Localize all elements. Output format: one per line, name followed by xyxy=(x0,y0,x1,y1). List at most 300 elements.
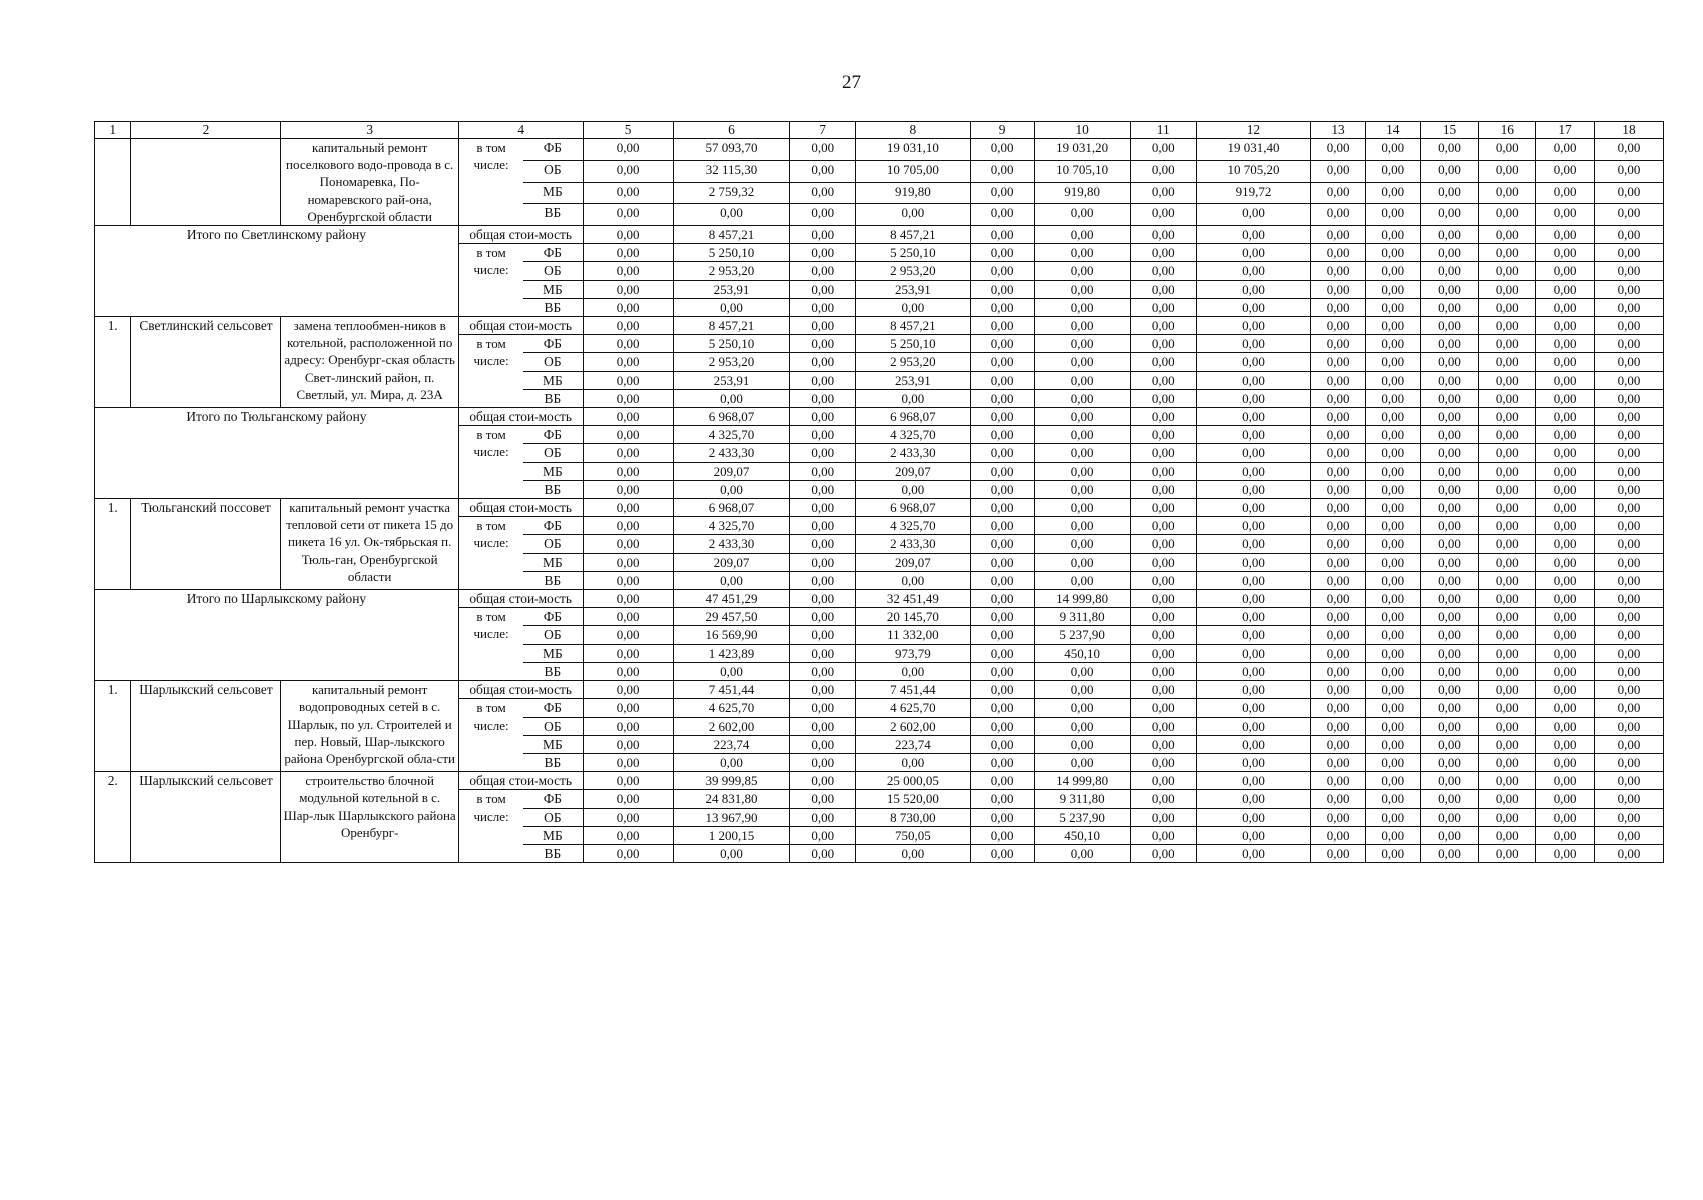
value-cell: 0,00 xyxy=(1034,444,1130,462)
value-cell: 0,00 xyxy=(1130,426,1196,444)
value-cell: 209,07 xyxy=(856,553,971,571)
value-cell: 0,00 xyxy=(970,662,1034,680)
value-cell: 0,00 xyxy=(1479,844,1536,862)
value-cell: 0,00 xyxy=(1365,139,1420,161)
value-cell: 0,00 xyxy=(583,626,673,644)
value-cell: 0,00 xyxy=(1034,844,1130,862)
value-cell: 0,00 xyxy=(1130,444,1196,462)
value-cell: 0,00 xyxy=(790,389,856,407)
value-cell: 2 433,30 xyxy=(856,444,971,462)
value-cell: 0,00 xyxy=(1130,844,1196,862)
value-cell: 0,00 xyxy=(1594,244,1663,262)
fund-label: ОБ xyxy=(523,717,583,735)
value-cell: 0,00 xyxy=(1196,426,1311,444)
value-cell: 0,00 xyxy=(1034,226,1130,244)
value-cell: 0,00 xyxy=(583,681,673,699)
value-cell: 0,00 xyxy=(583,335,673,353)
value-cell: 0,00 xyxy=(1536,844,1595,862)
value-cell: 0,00 xyxy=(1196,226,1311,244)
value-cell: 0,00 xyxy=(1479,408,1536,426)
value-cell: 0,00 xyxy=(790,480,856,498)
value-cell: 0,00 xyxy=(1130,626,1196,644)
value-cell: 0,00 xyxy=(1594,262,1663,280)
value-cell: 0,00 xyxy=(790,353,856,371)
value-cell: 0,00 xyxy=(1130,204,1196,226)
value-cell: 0,00 xyxy=(1420,772,1479,790)
value-cell: 0,00 xyxy=(1130,462,1196,480)
value-cell: 10 705,20 xyxy=(1196,160,1311,182)
value-cell: 0,00 xyxy=(970,182,1034,204)
value-cell: 0,00 xyxy=(1536,735,1595,753)
value-cell: 0,00 xyxy=(1365,517,1420,535)
value-cell: 0,00 xyxy=(1365,535,1420,553)
value-cell: 0,00 xyxy=(1196,371,1311,389)
value-cell: 0,00 xyxy=(1536,753,1595,771)
value-cell: 0,00 xyxy=(1311,681,1366,699)
value-cell: 0,00 xyxy=(1536,808,1595,826)
value-cell: 253,91 xyxy=(673,371,790,389)
value-cell: 0,00 xyxy=(1196,280,1311,298)
value-cell: 0,00 xyxy=(1594,681,1663,699)
value-cell: 0,00 xyxy=(1311,335,1366,353)
total-cost-label: общая стои-мость xyxy=(458,499,583,517)
value-cell: 0,00 xyxy=(1479,717,1536,735)
value-cell: 0,00 xyxy=(1034,389,1130,407)
value-cell: 0,00 xyxy=(583,772,673,790)
value-cell: 0,00 xyxy=(856,298,971,316)
value-cell: 0,00 xyxy=(1536,772,1595,790)
value-cell: 0,00 xyxy=(1536,553,1595,571)
value-cell: 0,00 xyxy=(1196,753,1311,771)
value-cell: 0,00 xyxy=(856,389,971,407)
value-cell: 0,00 xyxy=(970,608,1034,626)
col-header: 3 xyxy=(281,122,458,139)
value-cell: 0,00 xyxy=(1311,717,1366,735)
value-cell: 0,00 xyxy=(583,353,673,371)
value-cell: 0,00 xyxy=(583,280,673,298)
value-cell: 0,00 xyxy=(583,462,673,480)
value-cell: 0,00 xyxy=(790,772,856,790)
value-cell: 0,00 xyxy=(1420,389,1479,407)
value-cell: 0,00 xyxy=(1365,626,1420,644)
value-cell: 0,00 xyxy=(1536,139,1595,161)
value-cell: 0,00 xyxy=(790,662,856,680)
total-cost-label: общая стои-мость xyxy=(458,317,583,335)
value-cell: 2 953,20 xyxy=(856,262,971,280)
value-cell: 0,00 xyxy=(1130,699,1196,717)
value-cell: 0,00 xyxy=(1420,244,1479,262)
value-cell: 0,00 xyxy=(1594,499,1663,517)
value-cell: 919,80 xyxy=(1034,182,1130,204)
value-cell: 0,00 xyxy=(1196,626,1311,644)
value-cell: 0,00 xyxy=(790,444,856,462)
value-cell: 0,00 xyxy=(1311,844,1366,862)
value-cell: 0,00 xyxy=(1365,590,1420,608)
value-cell: 0,00 xyxy=(583,244,673,262)
value-cell: 0,00 xyxy=(1196,590,1311,608)
value-cell: 0,00 xyxy=(1130,499,1196,517)
value-cell: 0,00 xyxy=(1196,335,1311,353)
value-cell: 25 000,05 xyxy=(856,772,971,790)
value-cell: 0,00 xyxy=(673,571,790,589)
value-cell: 0,00 xyxy=(1311,182,1366,204)
value-cell: 0,00 xyxy=(970,790,1034,808)
value-cell: 0,00 xyxy=(1420,353,1479,371)
value-cell: 0,00 xyxy=(1479,444,1536,462)
value-cell: 2 953,20 xyxy=(856,353,971,371)
value-cell: 0,00 xyxy=(1311,160,1366,182)
value-cell: 0,00 xyxy=(1311,462,1366,480)
value-cell: 0,00 xyxy=(1130,408,1196,426)
value-cell: 4 325,70 xyxy=(856,517,971,535)
value-cell: 0,00 xyxy=(970,139,1034,161)
value-cell: 0,00 xyxy=(1034,244,1130,262)
value-cell: 5 250,10 xyxy=(673,335,790,353)
value-cell: 0,00 xyxy=(1311,426,1366,444)
value-cell: 0,00 xyxy=(1479,590,1536,608)
value-cell: 0,00 xyxy=(970,681,1034,699)
value-cell: 0,00 xyxy=(1594,462,1663,480)
value-cell: 0,00 xyxy=(1594,553,1663,571)
value-cell: 4 325,70 xyxy=(856,426,971,444)
value-cell: 0,00 xyxy=(1365,204,1420,226)
value-cell: 0,00 xyxy=(583,699,673,717)
value-cell: 0,00 xyxy=(1196,298,1311,316)
value-cell: 0,00 xyxy=(1594,590,1663,608)
value-cell: 0,00 xyxy=(1034,280,1130,298)
value-cell: 0,00 xyxy=(970,317,1034,335)
value-cell: 0,00 xyxy=(790,735,856,753)
fund-label: ФБ xyxy=(523,244,583,262)
value-cell: 0,00 xyxy=(1034,571,1130,589)
settlement-name: Шарлыкский сельсовет xyxy=(131,681,281,772)
value-cell: 0,00 xyxy=(1034,204,1130,226)
value-cell: 8 730,00 xyxy=(856,808,971,826)
value-cell: 0,00 xyxy=(1130,681,1196,699)
value-cell: 0,00 xyxy=(1420,182,1479,204)
value-cell: 0,00 xyxy=(1311,699,1366,717)
including-label: в том числе: xyxy=(458,244,523,317)
value-cell: 0,00 xyxy=(970,717,1034,735)
value-cell: 0,00 xyxy=(1130,662,1196,680)
value-cell: 0,00 xyxy=(790,371,856,389)
value-cell: 0,00 xyxy=(1130,335,1196,353)
value-cell: 0,00 xyxy=(856,571,971,589)
value-cell: 0,00 xyxy=(790,753,856,771)
value-cell: 0,00 xyxy=(1196,608,1311,626)
value-cell: 0,00 xyxy=(856,844,971,862)
value-cell: 0,00 xyxy=(1311,139,1366,161)
value-cell: 4 325,70 xyxy=(673,517,790,535)
value-cell: 0,00 xyxy=(1130,608,1196,626)
value-cell: 450,10 xyxy=(1034,826,1130,844)
value-cell: 5 237,90 xyxy=(1034,808,1130,826)
value-cell: 0,00 xyxy=(1196,244,1311,262)
value-cell: 0,00 xyxy=(1594,444,1663,462)
value-cell: 0,00 xyxy=(1594,626,1663,644)
value-cell: 0,00 xyxy=(1130,280,1196,298)
value-cell: 0,00 xyxy=(970,517,1034,535)
value-cell: 0,00 xyxy=(1594,517,1663,535)
value-cell: 919,80 xyxy=(856,182,971,204)
value-cell: 0,00 xyxy=(1311,826,1366,844)
fund-label: ОБ xyxy=(523,808,583,826)
value-cell: 0,00 xyxy=(790,226,856,244)
value-cell: 0,00 xyxy=(1594,772,1663,790)
value-cell: 0,00 xyxy=(583,735,673,753)
value-cell: 19 031,20 xyxy=(1034,139,1130,161)
col-header: 6 xyxy=(673,122,790,139)
value-cell: 0,00 xyxy=(1311,389,1366,407)
including-label: в том числе: xyxy=(458,139,523,226)
project-description: капитальный ремонт участка тепловой сети от пикета 15 до пикета 16 ул. Ок-тябрьская п. Тюль-ган, Оренбургской области xyxy=(281,499,458,590)
value-cell: 0,00 xyxy=(1594,298,1663,316)
value-cell: 0,00 xyxy=(1365,790,1420,808)
value-cell: 0,00 xyxy=(970,699,1034,717)
value-cell: 0,00 xyxy=(1479,608,1536,626)
value-cell: 0,00 xyxy=(1196,389,1311,407)
value-cell: 0,00 xyxy=(1196,535,1311,553)
value-cell: 0,00 xyxy=(1365,462,1420,480)
value-cell: 0,00 xyxy=(1420,735,1479,753)
value-cell: 0,00 xyxy=(790,844,856,862)
value-cell: 0,00 xyxy=(1536,371,1595,389)
value-cell: 0,00 xyxy=(1479,553,1536,571)
value-cell: 0,00 xyxy=(1365,844,1420,862)
col-header: 16 xyxy=(1479,122,1536,139)
value-cell: 0,00 xyxy=(1196,480,1311,498)
value-cell: 0,00 xyxy=(583,826,673,844)
value-cell: 0,00 xyxy=(1311,790,1366,808)
value-cell: 0,00 xyxy=(1536,462,1595,480)
value-cell: 0,00 xyxy=(1311,499,1366,517)
value-cell: 0,00 xyxy=(1479,772,1536,790)
value-cell: 0,00 xyxy=(790,717,856,735)
value-cell: 0,00 xyxy=(790,535,856,553)
including-label: в том числе: xyxy=(458,335,523,408)
including-label: в том числе: xyxy=(458,426,523,499)
value-cell: 0,00 xyxy=(790,608,856,626)
value-cell: 0,00 xyxy=(1196,353,1311,371)
value-cell: 253,91 xyxy=(856,280,971,298)
value-cell: 0,00 xyxy=(1479,499,1536,517)
value-cell: 0,00 xyxy=(1130,590,1196,608)
value-cell: 0,00 xyxy=(583,571,673,589)
value-cell: 0,00 xyxy=(583,480,673,498)
fund-label: МБ xyxy=(523,462,583,480)
value-cell: 0,00 xyxy=(970,571,1034,589)
value-cell: 0,00 xyxy=(1420,139,1479,161)
including-label: в том числе: xyxy=(458,790,523,863)
value-cell: 0,00 xyxy=(1536,480,1595,498)
value-cell: 0,00 xyxy=(583,844,673,862)
value-cell: 0,00 xyxy=(1594,753,1663,771)
value-cell: 0,00 xyxy=(1536,408,1595,426)
value-cell: 0,00 xyxy=(970,753,1034,771)
value-cell: 0,00 xyxy=(1311,353,1366,371)
value-cell: 0,00 xyxy=(1420,571,1479,589)
value-cell: 6 968,07 xyxy=(856,408,971,426)
value-cell: 2 602,00 xyxy=(856,717,971,735)
value-cell: 0,00 xyxy=(1420,280,1479,298)
value-cell: 0,00 xyxy=(1311,590,1366,608)
value-cell: 0,00 xyxy=(1034,662,1130,680)
value-cell: 0,00 xyxy=(1479,182,1536,204)
value-cell: 0,00 xyxy=(1536,517,1595,535)
value-cell: 0,00 xyxy=(583,662,673,680)
fund-label: ВБ xyxy=(523,389,583,407)
item-number: 1. xyxy=(95,317,131,408)
value-cell: 750,05 xyxy=(856,826,971,844)
value-cell: 0,00 xyxy=(790,826,856,844)
value-cell: 0,00 xyxy=(1420,226,1479,244)
value-cell: 0,00 xyxy=(970,226,1034,244)
value-cell: 0,00 xyxy=(1130,317,1196,335)
value-cell: 0,00 xyxy=(1365,608,1420,626)
value-cell: 223,74 xyxy=(856,735,971,753)
fund-label: ОБ xyxy=(523,262,583,280)
value-cell: 0,00 xyxy=(1536,204,1595,226)
value-cell: 0,00 xyxy=(1130,808,1196,826)
budget-table xyxy=(94,121,1664,863)
value-cell: 0,00 xyxy=(1420,371,1479,389)
value-cell: 0,00 xyxy=(1420,844,1479,862)
project-description: капитальный ремонт поселкового водо-провода в с. Пономаревка, По-номаревского рай-она, Оренбургской области xyxy=(281,139,458,226)
value-cell: 0,00 xyxy=(1479,426,1536,444)
value-cell: 2 433,30 xyxy=(673,535,790,553)
value-cell: 0,00 xyxy=(1594,644,1663,662)
value-cell: 29 457,50 xyxy=(673,608,790,626)
fund-label: ФБ xyxy=(523,426,583,444)
value-cell: 0,00 xyxy=(673,389,790,407)
value-cell: 5 250,10 xyxy=(673,244,790,262)
value-cell: 0,00 xyxy=(583,608,673,626)
value-cell: 0,00 xyxy=(1420,626,1479,644)
header-row xyxy=(95,122,1664,139)
value-cell: 0,00 xyxy=(1420,335,1479,353)
value-cell: 0,00 xyxy=(970,426,1034,444)
value-cell: 0,00 xyxy=(1130,182,1196,204)
value-cell: 47 451,29 xyxy=(673,590,790,608)
value-cell: 0,00 xyxy=(1420,699,1479,717)
value-cell: 0,00 xyxy=(1479,280,1536,298)
value-cell: 0,00 xyxy=(673,844,790,862)
value-cell: 0,00 xyxy=(970,808,1034,826)
value-cell: 0,00 xyxy=(1479,681,1536,699)
value-cell: 0,00 xyxy=(1196,790,1311,808)
district-row xyxy=(95,408,1664,426)
value-cell: 0,00 xyxy=(790,426,856,444)
value-cell: 0,00 xyxy=(1536,499,1595,517)
value-cell: 450,10 xyxy=(1034,644,1130,662)
fund-label: МБ xyxy=(523,280,583,298)
value-cell: 0,00 xyxy=(1365,426,1420,444)
value-cell: 0,00 xyxy=(1420,753,1479,771)
item-number: 1. xyxy=(95,499,131,590)
value-cell: 0,00 xyxy=(790,280,856,298)
value-cell: 0,00 xyxy=(1034,480,1130,498)
value-cell: 0,00 xyxy=(970,280,1034,298)
value-cell: 0,00 xyxy=(1130,644,1196,662)
value-cell: 0,00 xyxy=(1196,408,1311,426)
value-cell: 0,00 xyxy=(1365,317,1420,335)
value-cell: 0,00 xyxy=(1479,662,1536,680)
value-cell: 0,00 xyxy=(1365,160,1420,182)
value-cell: 0,00 xyxy=(1311,298,1366,316)
value-cell: 0,00 xyxy=(1536,389,1595,407)
value-cell: 0,00 xyxy=(790,182,856,204)
value-cell: 0,00 xyxy=(790,335,856,353)
value-cell: 0,00 xyxy=(970,844,1034,862)
value-cell: 0,00 xyxy=(1479,317,1536,335)
value-cell: 0,00 xyxy=(583,204,673,226)
value-cell: 0,00 xyxy=(1365,553,1420,571)
item-number: 1. xyxy=(95,681,131,772)
value-cell: 0,00 xyxy=(1420,462,1479,480)
value-cell: 0,00 xyxy=(1420,480,1479,498)
value-cell: 0,00 xyxy=(1536,226,1595,244)
value-cell: 0,00 xyxy=(1196,462,1311,480)
value-cell: 0,00 xyxy=(1420,408,1479,426)
value-cell: 4 625,70 xyxy=(856,699,971,717)
value-cell: 0,00 xyxy=(1594,226,1663,244)
value-cell: 15 520,00 xyxy=(856,790,971,808)
fund-label: ФБ xyxy=(523,608,583,626)
col-header: 12 xyxy=(1196,122,1311,139)
value-cell: 0,00 xyxy=(1594,808,1663,826)
settlement-name xyxy=(131,139,281,226)
value-cell: 973,79 xyxy=(856,644,971,662)
value-cell: 0,00 xyxy=(1479,262,1536,280)
value-cell: 919,72 xyxy=(1196,182,1311,204)
value-cell: 0,00 xyxy=(1536,353,1595,371)
value-cell: 0,00 xyxy=(1034,408,1130,426)
value-cell: 0,00 xyxy=(1034,426,1130,444)
value-cell: 0,00 xyxy=(1365,262,1420,280)
value-cell: 0,00 xyxy=(1536,335,1595,353)
value-cell: 0,00 xyxy=(1196,644,1311,662)
district-row xyxy=(95,226,1664,244)
total-cost-label: общая стои-мость xyxy=(458,226,583,244)
value-cell: 0,00 xyxy=(583,182,673,204)
value-cell: 0,00 xyxy=(1196,553,1311,571)
value-cell: 0,00 xyxy=(583,553,673,571)
value-cell: 0,00 xyxy=(1365,298,1420,316)
fund-label: ОБ xyxy=(523,444,583,462)
value-cell: 0,00 xyxy=(1594,790,1663,808)
value-cell: 0,00 xyxy=(1365,280,1420,298)
col-header: 18 xyxy=(1594,122,1663,139)
value-cell: 2 433,30 xyxy=(856,535,971,553)
value-cell: 20 145,70 xyxy=(856,608,971,626)
value-cell: 0,00 xyxy=(970,371,1034,389)
value-cell: 0,00 xyxy=(1034,262,1130,280)
value-cell: 0,00 xyxy=(1420,590,1479,608)
value-cell: 0,00 xyxy=(1130,535,1196,553)
fund-label: ВБ xyxy=(523,571,583,589)
value-cell: 0,00 xyxy=(583,298,673,316)
value-cell: 0,00 xyxy=(1311,571,1366,589)
value-cell: 5 250,10 xyxy=(856,335,971,353)
value-cell: 0,00 xyxy=(1196,499,1311,517)
value-cell: 0,00 xyxy=(1311,317,1366,335)
value-cell: 0,00 xyxy=(1311,662,1366,680)
value-cell: 0,00 xyxy=(1365,371,1420,389)
value-cell: 0,00 xyxy=(1594,480,1663,498)
value-cell: 0,00 xyxy=(1311,226,1366,244)
value-cell: 0,00 xyxy=(790,317,856,335)
value-cell: 0,00 xyxy=(583,371,673,389)
